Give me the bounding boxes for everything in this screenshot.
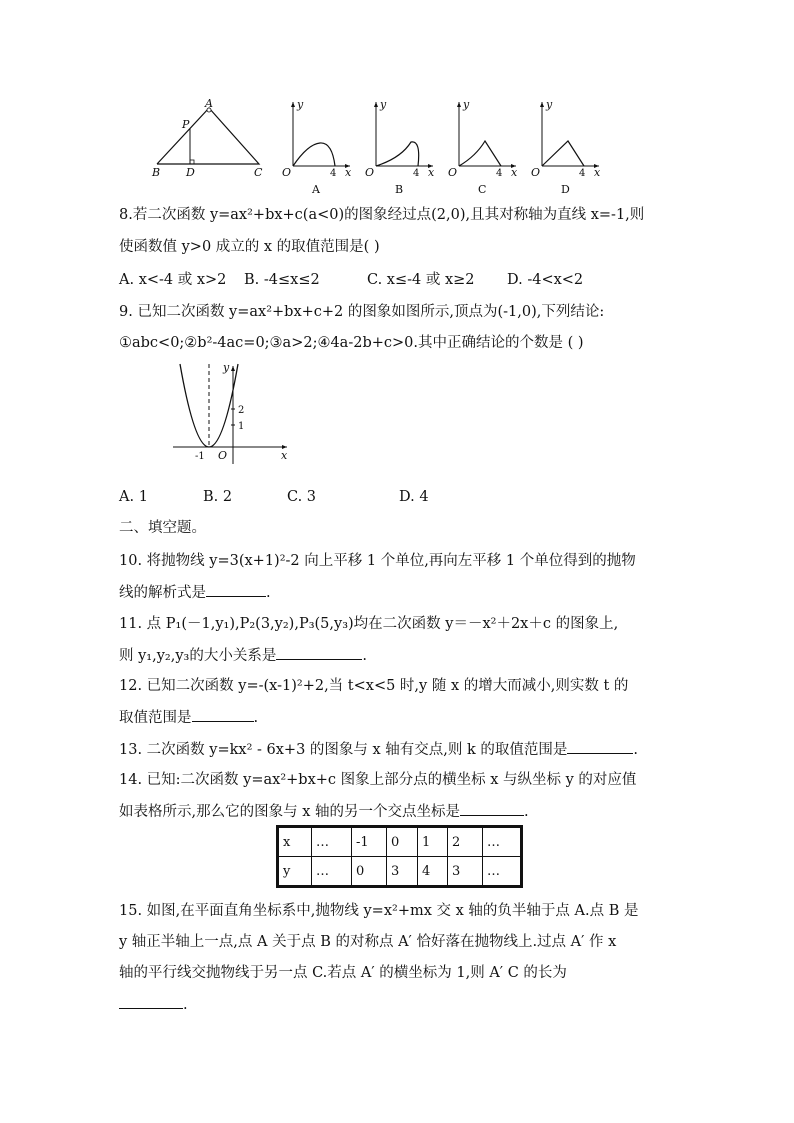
q8-option-d[interactable]: D. -4<x<2	[507, 272, 584, 288]
q8-line2: 使函数值 y>0 成立的 x 的取值范围是( )	[119, 239, 380, 255]
axis-x-label: x	[511, 166, 518, 179]
table-cell: 3	[448, 857, 483, 887]
q11-answer-blank[interactable]	[276, 645, 362, 660]
table-cell: -1	[352, 827, 387, 857]
q15-line3: 轴的平行线交抛物线于另一点 C.若点 A′ 的横坐标为 1,则 A′ C 的长为	[119, 965, 567, 981]
q12-line1: 12. 已知二次函数 y=-(x-1)²+2,当 t<x<5 时,y 随 x 的增大而减小,则实数 t 的	[119, 678, 629, 694]
q10-line2	[119, 582, 271, 603]
table-cell: …	[312, 827, 352, 857]
axis-x-label: x	[281, 449, 288, 462]
tick-4: 4	[496, 168, 503, 179]
origin-label: O	[365, 166, 375, 179]
label-D: D	[186, 166, 195, 178]
caption-D: D	[561, 183, 570, 196]
origin-label: O	[531, 166, 541, 179]
graph-A	[278, 96, 353, 196]
axis-x-label: x	[594, 166, 601, 179]
label-B: B	[152, 166, 161, 178]
label-A: A	[205, 97, 213, 110]
q14-value-table	[276, 825, 523, 888]
q14-line1: 14. 已知:二次函数 y=ax²+bx+c 图象上部分点的横坐标 x 与纵坐标 y 的对应值	[119, 772, 637, 788]
axis-y-label: y	[297, 98, 304, 111]
axis-y-label: y	[546, 98, 553, 111]
table-cell: y	[278, 857, 312, 887]
q9-options	[119, 487, 429, 507]
table-cell: 1	[418, 827, 448, 857]
table-cell: 2	[448, 827, 483, 857]
tick-2: 2	[238, 405, 245, 416]
q12-text: 取值范围是	[119, 710, 192, 726]
q9-option-a[interactable]: A. 1	[119, 489, 148, 505]
period: .	[266, 585, 271, 601]
q15-answer-blank[interactable]	[119, 994, 183, 1009]
q9-option-d[interactable]: D. 4	[399, 489, 429, 505]
q11-line1: 11. 点 P₁(－1,y₁),P₂(3,y₂),P₃(5,y₃)均在二次函数 y＝－x²＋2x＋c 的图象上,	[119, 616, 619, 632]
q14-text: 如表格所示,那么它的图象与 x 轴的另一个交点坐标是	[119, 804, 461, 820]
axis-x-label: x	[345, 166, 352, 179]
q10-line1: 10. 将抛物线 y=3(x+1)²-2 向上平移 1 个单位,再向左平移 1 个单位得到的抛物	[119, 553, 636, 569]
q13-answer-blank[interactable]	[567, 739, 633, 754]
table-cell: 0	[387, 827, 418, 857]
period: .	[253, 710, 259, 726]
tick-4: 4	[579, 168, 586, 179]
tick-1: 1	[238, 421, 245, 432]
q13-line1	[119, 739, 638, 760]
graph-C	[444, 96, 519, 196]
label-C: C	[254, 166, 263, 178]
label-P: P	[182, 118, 190, 131]
q10-text: 线的解析式是	[119, 585, 206, 601]
section-heading: 二、填空题。	[119, 520, 206, 536]
axis-x-label: x	[428, 166, 435, 179]
tick-4: 4	[413, 168, 420, 179]
table-row	[278, 827, 522, 857]
caption-B: B	[395, 183, 404, 196]
q15-line2: y 轴正半轴上一点,点 A 关于点 B 的对称点 A′ 恰好落在抛物线上.过点 A′ 作 x	[119, 934, 617, 950]
caption-C: C	[478, 183, 487, 196]
tick-minus1: -1	[195, 451, 205, 462]
q15-line1: 15. 如图,在平面直角坐标系中,抛物线 y=x²+mx 交 x 轴的负半轴于点 A.点 B 是	[119, 903, 639, 919]
q9-option-c[interactable]: C. 3	[287, 489, 317, 505]
table-cell: …	[483, 857, 522, 887]
q12-line2	[119, 707, 258, 728]
q11-text: 则 y₁,y₂,y₃的大小关系是	[119, 648, 277, 664]
triangle-figure	[145, 96, 270, 178]
q9-line2: ①abc<0;②b²-4ac=0;③a>2;④4a-2b+c>0.其中正确结论的个数是 ( )	[119, 335, 584, 351]
q8-options	[119, 270, 583, 290]
axis-y-label: y	[380, 98, 387, 111]
graph-B	[361, 96, 436, 196]
q11-line2	[119, 645, 367, 666]
q8-option-b[interactable]: B. -4≤x≤2	[244, 272, 320, 288]
axis-y-label: y	[223, 362, 230, 374]
period: .	[633, 742, 639, 758]
q14-answer-blank[interactable]	[460, 801, 524, 816]
table-cell: 0	[352, 857, 387, 887]
tick-4: 4	[330, 168, 337, 179]
q7-figures	[145, 96, 645, 202]
period: .	[362, 648, 367, 664]
origin-label: O	[218, 449, 228, 462]
q8-line1: 8.若二次函数 y=ax²+bx+c(a<0)的图象经过点(2,0),且其对称轴为直线 x=-1,则	[119, 207, 645, 223]
table-cell: 3	[387, 857, 418, 887]
table-cell: 4	[418, 857, 448, 887]
table-cell: …	[483, 827, 522, 857]
origin-label: O	[448, 166, 458, 179]
q10-answer-blank[interactable]	[206, 582, 266, 597]
graph-D	[527, 96, 602, 196]
q15-line4	[119, 994, 188, 1015]
table-cell: …	[312, 857, 352, 887]
q8-option-c[interactable]: C. x≤-4 或 x≥2	[367, 272, 475, 288]
q8-option-a[interactable]: A. x<-4 或 x>2	[119, 272, 227, 288]
q13-text: 13. 二次函数 y=kx² - 6x+3 的图象与 x 轴有交点,则 k 的取值范围是	[119, 742, 568, 758]
table-row	[278, 857, 522, 887]
period: .	[183, 997, 188, 1013]
table-cell: x	[278, 827, 312, 857]
axis-y-label: y	[463, 98, 470, 111]
q9-parabola-figure	[165, 362, 295, 467]
q14-line2	[119, 801, 529, 822]
q9-option-b[interactable]: B. 2	[203, 489, 233, 505]
origin-label: O	[282, 166, 292, 179]
q12-answer-blank[interactable]	[192, 707, 254, 722]
period: .	[524, 804, 529, 820]
q9-line1: 9. 已知二次函数 y=ax²+bx+c+2 的图象如图所示,顶点为(-1,0),下列结论:	[119, 304, 605, 320]
caption-A: A	[312, 183, 320, 196]
